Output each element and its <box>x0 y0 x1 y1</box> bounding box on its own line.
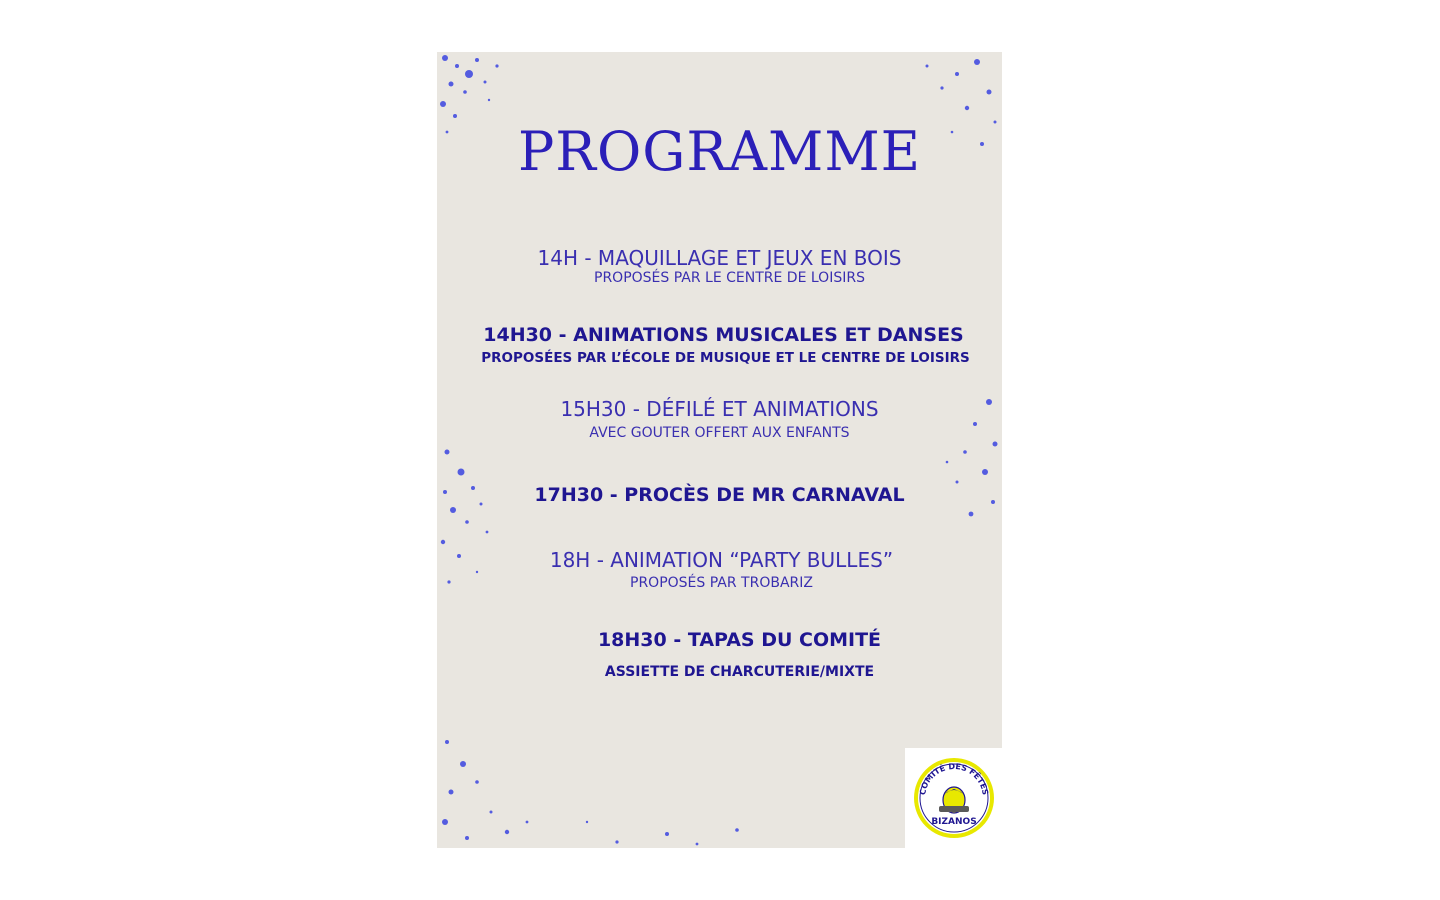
program-item-1-title: 14H - MAQUILLAGE ET JEUX EN BOIS <box>537 246 902 270</box>
program-item-3-subtitle: AVEC GOUTER OFFERT AUX ENFANTS <box>589 425 850 441</box>
program-item-1-subtitle: PROPOSÉS PAR LE CENTRE DE LOISIRS <box>594 270 865 286</box>
program-item-2-subtitle: PROPOSÉES PAR L’ÉCOLE DE MUSIQUE ET LE CENTRE DE LOISIRS <box>481 350 970 366</box>
program-item-2-title: 14H30 - ANIMATIONS MUSICALES ET DANSES <box>483 324 964 346</box>
svg-text:COMITÉ DES FÊTES: COMITÉ DES FÊTES <box>918 761 990 796</box>
comite-des-fetes-logo <box>905 748 1002 848</box>
program-item-4-title: 17H30 - PROCÈS DE MR CARNAVAL <box>534 484 905 506</box>
program-item-5-subtitle: PROPOSÉS PAR TROBARIZ <box>630 575 813 591</box>
program-poster <box>437 52 1002 848</box>
program-item-6-title: 18H30 - TAPAS DU COMITÉ <box>597 629 882 651</box>
page-title: PROGRAMME <box>517 120 922 183</box>
program-item-5-title: 18H - ANIMATION “PARTY BULLES” <box>549 548 894 572</box>
logo-seal-icon <box>905 748 1002 848</box>
svg-text:BIZANOS: BIZANOS <box>931 817 977 827</box>
program-item-6-subtitle: ASSIETTE DE CHARCUTERIE/MIXTE <box>604 664 875 680</box>
program-item-3-title: 15H30 - DÉFILÉ ET ANIMATIONS <box>560 397 879 421</box>
